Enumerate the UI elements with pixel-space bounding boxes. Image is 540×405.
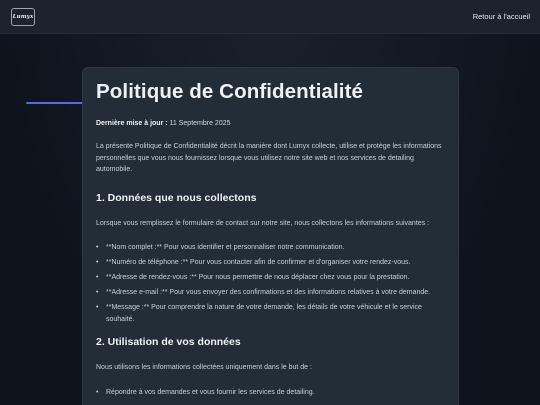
intro-paragraph: La présente Politique de Confidentialité décrit la manière dont Lumyx collecte, utilise et protège les informations personnelles que vous nous fournissez lorsque vous utilisez notre site web et nos services de detailing automobile. <box>96 143 442 173</box>
back-to-home-link[interactable]: Retour à l'accueil <box>472 12 530 21</box>
section2-lead: Nous utilisons les informations collectées uniquement dans le but de : <box>96 364 312 371</box>
section-heading-data-usage: 2. Utilisation de vos données <box>96 336 241 348</box>
logo-text: Lumyx <box>12 14 34 20</box>
privacy-policy-card <box>82 67 459 405</box>
page-title: Politique de Confidentialité <box>96 80 364 103</box>
section-heading-data-collected: 1. Données que nous collectons <box>96 191 257 204</box>
last-updated-label: Dernière mise à jour : <box>96 120 168 127</box>
list-item: • **Adresse de rendez-vous :** Pour nous permettre de nous déplacer chez vous pour la prestation. <box>96 272 446 284</box>
data-usage-list <box>96 387 446 399</box>
collected-data-list <box>96 242 446 325</box>
top-header <box>0 0 540 34</box>
last-updated-date: 11 Septembre 2025 <box>167 120 231 127</box>
list-item: • **Numéro de téléphone :** Pour vous contacter afin de confirmer et d'organiser votre rendez-vous. <box>96 257 446 269</box>
list-item: • **Message :** Pour comprendre la nature de votre demande, les détails de votre véhicule et le service souhaité. <box>96 302 446 325</box>
lumyx-logo[interactable] <box>11 8 35 26</box>
section1-lead: Lorsque vous remplissez le formulaire de contact sur notre site, nous collectons les informations suivantes : <box>96 219 430 227</box>
list-item: • **Nom complet :** Pour vous identifier et personnaliser notre communication. <box>96 242 446 254</box>
last-updated <box>96 120 446 127</box>
list-item: • Répondre à vos demandes et vous fournir les services de detailing. <box>96 387 446 399</box>
list-item: • **Adresse e-mail :** Pour vous envoyer des confirmations et des informations relatives à votre demande. <box>96 287 446 299</box>
